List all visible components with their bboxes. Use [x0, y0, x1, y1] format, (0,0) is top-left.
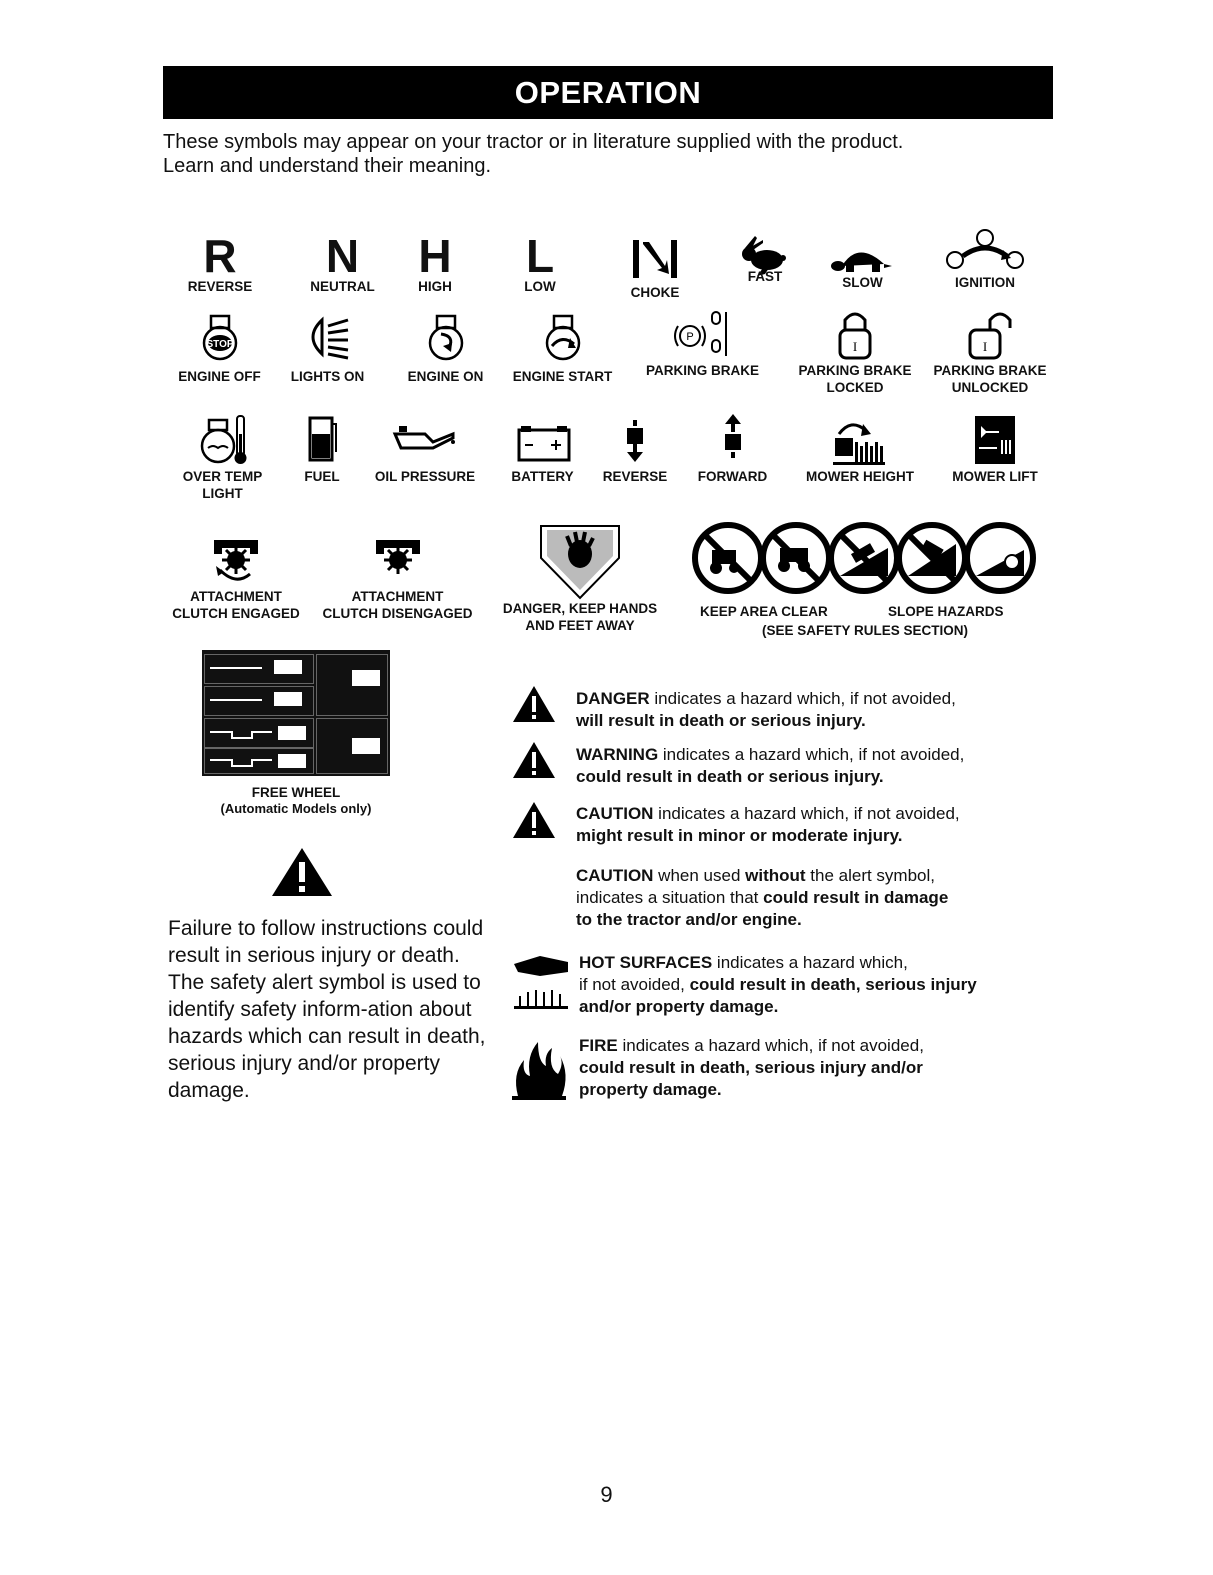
- slope-hazard-icon-2: [899, 525, 965, 591]
- symbol-slow: [825, 236, 900, 291]
- oil-pressure-label: OIL PRESSURE: [374, 469, 476, 484]
- slope-hazard-icon-3: [967, 525, 1033, 591]
- caution-key: CAUTION: [576, 804, 654, 823]
- symbol-parking-brake-unlocked: [925, 306, 1055, 396]
- prohibition-symbols: [690, 518, 1040, 598]
- free-wheel-label: FREE WHEEL: [251, 785, 341, 800]
- reverse-label: REVERSE: [187, 279, 253, 294]
- see-safety-label: (SEE SAFETY RULES SECTION): [762, 623, 969, 638]
- caution-rest: indicates a hazard which, if not avoided,: [653, 804, 960, 823]
- reverse-letter: R: [203, 230, 237, 282]
- symbol-battery: [500, 412, 585, 485]
- caution2-text-c: indicates a situation that: [576, 888, 764, 907]
- symbol-mower-lift: [940, 412, 1050, 485]
- fuel-pump-icon: [302, 412, 342, 466]
- caution2-text-a: when used: [653, 866, 746, 885]
- caution-no-symbol-definition: [576, 865, 948, 931]
- high-label: HIGH: [418, 279, 452, 294]
- hand-warning-icon: [535, 520, 625, 600]
- engine-off-label: ENGINE OFF: [178, 369, 261, 384]
- fire-rest: indicates a hazard which, if not avoided,: [617, 1036, 924, 1055]
- choke-label: CHOKE: [630, 285, 680, 300]
- symbol-high: [405, 232, 465, 295]
- symbol-engine-start: [505, 312, 620, 385]
- battery-icon: [511, 412, 575, 466]
- fuel-label: FUEL: [304, 469, 340, 484]
- thermometer-icon: [193, 412, 253, 466]
- keep-area-clear-icon-1: [695, 525, 761, 591]
- intro-text: [163, 130, 1063, 178]
- pb-unlocked-label-2: UNLOCKED: [951, 380, 1029, 395]
- svg-text:I: I: [982, 339, 988, 354]
- fire-bold-1: could result in death, serious injury and/or: [579, 1058, 923, 1077]
- hot-bold-2: and/or property damage.: [579, 997, 779, 1016]
- prohibition-icons-svg: [690, 518, 1040, 598]
- parking-brake-icon: [668, 306, 738, 362]
- slope-hazard-icon-1: [831, 525, 897, 591]
- slope-hazards-label: SLOPE HAZARDS: [888, 604, 1004, 619]
- engine-start-label: ENGINE START: [512, 369, 613, 384]
- symbol-forward: [690, 412, 775, 485]
- pb-locked-label-1: PARKING BRAKE: [798, 363, 912, 378]
- att-engaged-label-1: ATTACHMENT: [190, 589, 282, 604]
- parking-brake-label: PARKING BRAKE: [645, 363, 759, 378]
- free-wheel-lines: [202, 650, 390, 776]
- free-wheel-note: (Automatic Models only): [220, 801, 372, 816]
- engine-on-icon: [421, 312, 471, 362]
- symbol-reverse: [180, 232, 260, 295]
- danger-hands-label-2: AND FEET AWAY: [525, 618, 635, 633]
- low-label: LOW: [524, 279, 556, 294]
- danger-key: DANGER: [576, 689, 650, 708]
- danger-definition: [576, 688, 956, 732]
- att-disengaged-label-2: CLUTCH DISENGAGED: [322, 606, 473, 621]
- intro-line-2: Learn and understand their meaning.: [163, 155, 492, 177]
- fast-label: FAST: [747, 269, 783, 284]
- fire-bold-2: property damage.: [579, 1080, 722, 1099]
- failure-paragraph: Failure to follow instructions could result in serious injury or death. The safety alert symbol is used to identify safety inform-ation about hazards which can result in death, serious injury and/or property damage.: [168, 917, 486, 1102]
- warning-key: WARNING: [576, 745, 659, 764]
- slow-label: SLOW: [842, 275, 883, 290]
- ignition-icon: [943, 226, 1027, 276]
- caution-definition: [576, 803, 960, 847]
- stop-text: STOP: [205, 339, 234, 350]
- over-temp-label-1: OVER TEMP: [182, 469, 263, 484]
- hot-text-a: if not avoided,: [579, 975, 690, 994]
- lock-closed-icon: [830, 306, 880, 362]
- neutral-label: NEUTRAL: [310, 279, 375, 294]
- warning-definition: [576, 744, 964, 788]
- ignition-label: IGNITION: [955, 275, 1015, 290]
- free-wheel-symbol: [202, 650, 390, 776]
- battery-label: BATTERY: [511, 469, 574, 484]
- symbol-engine-on: [398, 312, 493, 385]
- att-disengaged-label-1: ATTACHMENT: [351, 589, 444, 604]
- symbol-fast: [730, 232, 800, 285]
- symbol-attachment-disengaged: [315, 530, 480, 622]
- svg-text:I: I: [852, 339, 858, 354]
- pto-engaged-icon: [206, 530, 266, 588]
- engine-off-icon: [195, 312, 245, 362]
- keep-area-clear-label: KEEP AREA CLEAR: [700, 604, 828, 619]
- symbol-parking-brake-locked: [790, 306, 920, 396]
- caution2-text-b: the alert symbol,: [805, 866, 936, 885]
- pto-disengaged-icon: [368, 530, 428, 588]
- page-number: 9: [600, 1482, 613, 1507]
- symbol-attachment-engaged: [166, 530, 306, 622]
- caution2-bold-1: could result in damage: [763, 888, 949, 907]
- engine-on-label: ENGINE ON: [407, 369, 484, 384]
- symbol-over-temp: [175, 412, 270, 502]
- mower-lift-icon: [965, 412, 1025, 468]
- hot-bold-1: could result in death, serious injury: [689, 975, 977, 994]
- warning-rest: indicates a hazard which, if not avoided,: [658, 745, 965, 764]
- hot-rest: indicates a hazard which,: [712, 953, 908, 972]
- safety-alert-icon: [270, 846, 334, 898]
- high-letter: H: [418, 230, 452, 282]
- symbol-choke: [620, 236, 690, 301]
- mower-height-icon: [825, 412, 895, 468]
- symbol-danger-hands: [495, 520, 665, 634]
- mower-lift-label: MOWER LIFT: [952, 469, 1038, 484]
- pb-unlocked-label-1: PARKING BRAKE: [933, 363, 1047, 378]
- symbol-neutral: [300, 232, 385, 295]
- choke-icon: [625, 236, 685, 280]
- lights-on-label: LIGHTS ON: [290, 369, 365, 384]
- symbol-oil-pressure: [365, 412, 485, 485]
- symbol-engine-off: [172, 312, 267, 385]
- warning-alert-icon: [511, 740, 557, 780]
- danger-alert-icon: [511, 684, 557, 724]
- fire-icon: [508, 1034, 570, 1102]
- over-temp-label-2: LIGHT: [202, 486, 243, 501]
- symbol-lights-on: [285, 312, 370, 385]
- symbol-fuel: [292, 412, 352, 485]
- fire-key: FIRE: [579, 1036, 618, 1055]
- hot-key: HOT SURFACES: [579, 953, 713, 972]
- caution2-bold-2: to the tractor and/or engine.: [576, 910, 802, 929]
- lock-open-icon: [960, 306, 1020, 362]
- mower-height-label: MOWER HEIGHT: [806, 469, 914, 484]
- danger-hands-label-1: DANGER, KEEP HANDS: [502, 601, 658, 616]
- fire-definition: [579, 1035, 924, 1101]
- symbol-mower-height: [795, 412, 925, 485]
- danger-bold: will result in death or serious injury.: [576, 711, 866, 730]
- symbol-reverse-dir: [595, 412, 675, 485]
- svg-text:P: P: [685, 331, 694, 343]
- caution-bold: might result in minor or moderate injury.: [576, 826, 903, 845]
- intro-line-1: These symbols may appear on your tractor or in literature supplied with the product.: [163, 131, 904, 153]
- section-title: OPERATION: [163, 66, 1053, 119]
- symbol-parking-brake: [640, 306, 765, 379]
- symbol-low: [510, 232, 570, 295]
- oil-can-icon: [385, 412, 465, 466]
- warning-bold: could result in death or serious injury.: [576, 767, 884, 786]
- danger-rest: indicates a hazard which, if not avoided,: [649, 689, 956, 708]
- neutral-letter: N: [325, 230, 360, 282]
- headlight-icon: [300, 312, 356, 362]
- hot-surface-icon: [510, 950, 572, 1010]
- forward-label: FORWARD: [697, 469, 768, 484]
- hot-surfaces-definition: [579, 952, 977, 1018]
- low-letter: L: [525, 230, 555, 282]
- keep-area-clear-icon-2: [763, 525, 829, 591]
- engine-start-icon: [538, 312, 588, 362]
- caution2-without: without: [745, 866, 806, 885]
- att-engaged-label-2: CLUTCH ENGAGED: [172, 606, 300, 621]
- reverse-dir-label: REVERSE: [602, 469, 668, 484]
- forward-arrow-icon: [713, 412, 753, 466]
- symbol-ignition: [940, 226, 1030, 291]
- pb-locked-label-2: LOCKED: [826, 380, 884, 395]
- caution2-key: CAUTION: [576, 866, 654, 885]
- caution-alert-icon: [511, 800, 557, 840]
- reverse-arrow-icon: [615, 412, 655, 466]
